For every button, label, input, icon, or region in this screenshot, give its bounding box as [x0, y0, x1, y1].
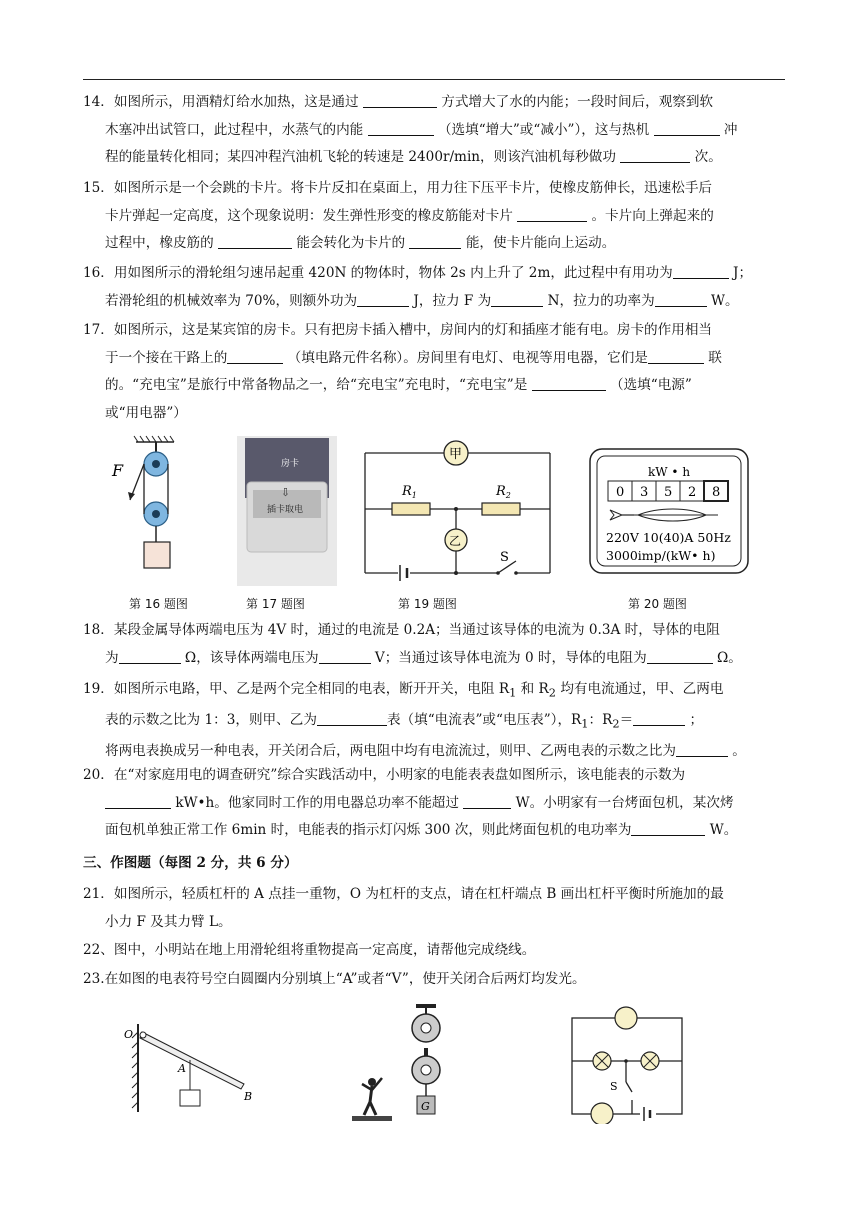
svg-text:⇩: ⇩ — [281, 486, 291, 499]
switch-s-23-label: S — [610, 1080, 618, 1093]
meter-spec-line1: 220V 10(40)A 50Hz — [606, 530, 731, 545]
lever-a-label: A — [178, 1062, 186, 1075]
question-16: 16．用如图所示的滑轮组匀速吊起重 420N 的物体时，物体 2s 内上升了 2m，此过程中有用功为 J； 若滑轮组的机械效率为 70%，则额外功为 J，拉力 F 为 N，拉力的功率为 W。 — [83, 265, 753, 309]
question-20: 20．在“对家庭用电的调查研究”综合实践活动中，小明家的电能表表盘如图所示，该电能表的示数为 kW•h。他家同时工作的用电器总功率不能超过 W。小明家有一台烤面包机，某次烤 面包机单独正常工作 6min 时，电能表的指示灯闪烁 300 次，则此烤面包机的电功率为 W。 — [83, 767, 738, 838]
pulley-person-figure — [350, 1004, 450, 1124]
empty-meter-circle-bottom — [591, 1103, 613, 1124]
svg-text:R1: $R_1$ — [402, 484, 417, 500]
meter-jia-label: 甲 — [449, 447, 463, 462]
card-top-label: 房卡 — [281, 459, 300, 469]
meter-unit: kW • h — [648, 465, 691, 479]
circuit-23-figure — [566, 1004, 688, 1124]
weight-g-label: G — [421, 1100, 430, 1113]
question-19: 19．如图所示电路，甲、乙是两个完全相同的电表，断开开关，电阻 $R_1$ 和 $R_2$ 均有电流通过，甲、乙两电 表的示数之比为 1：3，则甲、乙为 表（填“电流表”或“电压表”），$R_1$：$R_2=$ ； 将两电表换成另一种电表，开关闭合后，两电阻中均有电流流过，则甲、乙两电表的示数之比为 。 — [83, 681, 746, 760]
room-card-figure — [237, 436, 337, 586]
meter-digit: 8 — [712, 485, 721, 500]
question-17: 17．如图所示，这是某宾馆的房卡。只有把房卡插入槽中，房间内的灯和插座才能有电。房卡的作用相当 于一个接在干路上的 （填电路元件名称）。房间里有电灯、电视等用电器，它们是 联 的。“充电宝”是旅行中常备物品之一，给“充电宝”充电时，“充电宝”是 （选填“电源” 或“用电器”） — [83, 322, 722, 421]
question-21: 21．如图所示，轻质杠杆的 A 点挂一重物，O 为杠杆的支点，请在杠杆端点 B 画出杠杆平衡时所施加的最 小力 F 及其力臂 L。 — [83, 886, 724, 930]
lever-figure — [118, 1018, 268, 1118]
energy-meter-figure — [588, 447, 752, 577]
empty-meter-circle-top — [615, 1007, 637, 1029]
caption-19: 第 19 题图 — [398, 597, 457, 611]
question-18: 18．某段金属导体两端电压为 4V 时，通过的电流是 0.2A；当通过该导体的电流为 0.3A 时，导体的电阻 为 Ω，该导体两端电压为 V；当通过该导体电流为 0 时，导体的电阻为 Ω。 — [83, 622, 742, 666]
svg-text:R2: $R_2$ — [496, 484, 511, 500]
force-f-label: F — [112, 461, 124, 480]
question-22: 22、图中，小明站在地上用滑轮组将重物提高一定高度，请帮他完成绕线。 — [83, 942, 536, 958]
meter-digit: 3 — [640, 485, 649, 500]
question-15: 15．如图所示是一个会跳的卡片。将卡片反扣在桌面上，用力往下压平卡片，使橡皮筋伸长，迅速松手后 卡片弹起一定高度，这个现象说明：发生弹性形变的橡皮筋能对卡片 。卡片向上弹起来的 过程中，橡皮筋的 能会转化为卡片的 能，使卡片能向上运动。 — [83, 180, 714, 251]
circuit-19-figure — [360, 437, 560, 585]
meter-digit: 5 — [664, 485, 673, 500]
caption-16: 第 16 题图 — [129, 597, 188, 611]
pulley-system-figure — [100, 432, 190, 590]
card-bottom-label: 插卡取电 — [267, 505, 304, 515]
switch-s-label: S — [500, 550, 509, 565]
meter-spec-line2: 3000imp/(kW• h) — [606, 548, 716, 563]
caption-17: 第 17 题图 — [246, 597, 305, 611]
lever-o-label: O — [124, 1028, 134, 1041]
header-rule — [83, 79, 785, 80]
question-23: 23.在如图的电表符号空白圆圈内分别填上“A”或者“V”，使开关闭合后两灯均发光。 — [83, 971, 586, 987]
meter-yi-label: 乙 — [449, 534, 462, 548]
meter-digit: 0 — [616, 485, 625, 500]
caption-20: 第 20 题图 — [628, 597, 687, 611]
section-3-heading: 三、作图题（每图 2 分，共 6 分） — [83, 855, 298, 871]
meter-digit: 2 — [688, 485, 697, 500]
question-14: 14．如图所示，用酒精灯给水加热，这是通过 方式增大了水的内能；一段时间后，观察到软 木塞冲出试管口，此过程中，水蒸气的内能 （选填“增大”或“减小”），这与热机 冲 程的能量转化相同；某四冲程汽油机飞轮的转速是 2400r/min，则该汽油机每秒做功 次。 — [83, 94, 738, 165]
lever-b-label: B — [244, 1090, 253, 1103]
